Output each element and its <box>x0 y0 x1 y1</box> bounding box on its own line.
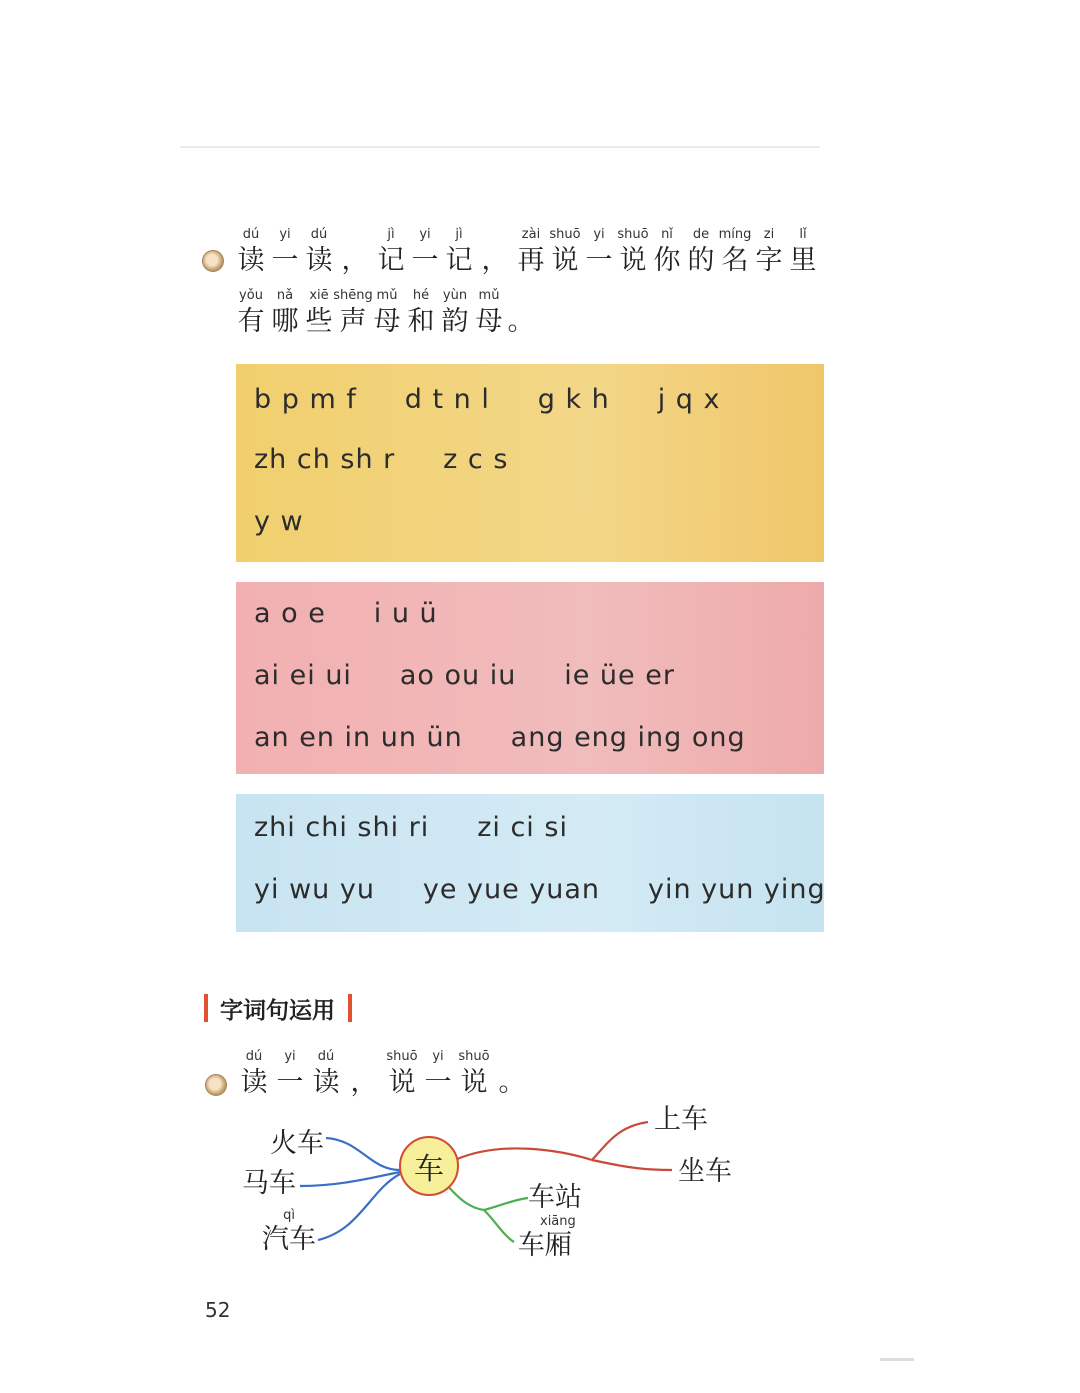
hanzi: 一 <box>585 245 613 276</box>
hanzi: 一 <box>276 1067 304 1098</box>
hanzi: 读 <box>240 1067 268 1098</box>
line-huoche <box>326 1138 400 1170</box>
word-mache: 马车 <box>242 1168 296 1199</box>
pinyin: shuō <box>549 227 581 242</box>
finals-row-3: an en in un ün ang eng ing ong <box>254 722 746 753</box>
line-green-trunk <box>446 1184 484 1210</box>
pinyin: yi <box>279 227 291 242</box>
hanzi: 一 <box>271 245 299 276</box>
line-zuoche <box>592 1160 672 1170</box>
word-zuoche: 坐车 <box>678 1156 732 1187</box>
syllables-row-2: yi wu yu ye yue yuan yin yun ying <box>254 874 826 905</box>
hanzi: 有 <box>237 306 265 337</box>
initials-row-1: b p m f d t n l g k h j q x <box>254 384 721 415</box>
hanzi: 母 <box>373 306 401 337</box>
initials-row-3: y w <box>254 506 304 537</box>
pinyin: shuō <box>617 227 649 242</box>
pinyin: shuō <box>458 1049 490 1064</box>
pinyin: dú <box>242 227 260 242</box>
pinyin: nǎ <box>276 288 294 303</box>
pinyin: shuō <box>386 1049 418 1064</box>
hanzi: 再 <box>517 245 545 276</box>
pinyin: dú <box>245 1049 263 1064</box>
pinyin: mǔ <box>376 288 398 303</box>
hanzi: 。 <box>507 306 535 337</box>
syllables-row-1: zhi chi shi ri zi ci si <box>254 812 568 843</box>
hanzi: 些 <box>305 306 333 337</box>
hanzi: 一 <box>411 245 439 276</box>
section-title: 字词句运用 <box>220 998 335 1024</box>
word-huoche: 火车 <box>270 1128 324 1159</box>
hanzi: 母 <box>475 306 503 337</box>
pinyin: dú <box>317 1049 335 1064</box>
pinyin: yi <box>432 1049 444 1064</box>
hanzi: 记 <box>445 245 473 276</box>
hanzi: 。 <box>498 1067 526 1098</box>
pinyin: jì <box>387 227 395 242</box>
word-shangche: 上车 <box>654 1104 708 1135</box>
pinyin: yi <box>284 1049 296 1064</box>
hanzi: 字 <box>755 245 783 276</box>
line-right-trunk <box>455 1148 592 1160</box>
pinyin: xiē <box>309 288 329 303</box>
finals-row-2: ai ei ui ao ou iu ie üe er <box>254 660 675 691</box>
pinyin: nǐ <box>661 227 673 242</box>
hanzi: 哪 <box>271 306 299 337</box>
pinyin: zi <box>763 227 775 242</box>
hanzi: 说 <box>551 245 579 276</box>
hanzi: 读 <box>305 245 333 276</box>
pinyin: hé <box>412 288 430 303</box>
pinyin: jì <box>455 227 463 242</box>
pinyin: yi <box>593 227 605 242</box>
pinyin: shēng <box>333 288 373 303</box>
pinyin: de <box>692 227 710 242</box>
hanzi: 和 <box>407 306 435 337</box>
line-chexiang <box>484 1210 514 1242</box>
hanzi: 读 <box>312 1067 340 1098</box>
word-chezhan: 车站 <box>528 1182 582 1213</box>
hanzi: 声 <box>339 306 367 337</box>
hanzi: 说 <box>388 1067 416 1098</box>
hanzi: 说 <box>619 245 647 276</box>
pinyin: lǐ <box>799 227 807 242</box>
pinyin: zài <box>521 227 541 242</box>
hanzi: 说 <box>460 1067 488 1098</box>
word-qiche: qì 汽车 <box>262 1208 316 1255</box>
mindmap-center-label: 车 <box>414 1152 444 1187</box>
pinyin: dú <box>310 227 328 242</box>
pinyin: yi <box>419 227 431 242</box>
hanzi: 读 <box>237 245 265 276</box>
hanzi: 韵 <box>441 306 469 337</box>
line-shangche <box>592 1122 648 1160</box>
pinyin: yǒu <box>239 288 263 303</box>
finals-row-1: a o e i u ü <box>254 598 438 629</box>
pinyin: míng <box>718 227 752 242</box>
word-chexiang: xiāng 车厢 <box>517 1214 576 1261</box>
line-chezhan <box>484 1198 528 1210</box>
footer-mark <box>880 1358 914 1361</box>
hanzi: 一 <box>424 1067 452 1098</box>
hanzi: 记 <box>377 245 405 276</box>
initials-row-2: zh ch sh r z c s <box>254 444 509 475</box>
hanzi: 里 <box>789 245 817 276</box>
hanzi: ， <box>481 245 509 276</box>
mindmap-center <box>399 1136 459 1196</box>
hanzi: ， <box>350 1067 378 1098</box>
page-number: 52 <box>205 1298 231 1322</box>
hanzi: ， <box>341 245 369 276</box>
hanzi: 你 <box>653 245 681 276</box>
hanzi: 名 <box>721 245 749 276</box>
pinyin: yùn <box>442 288 468 303</box>
pinyin: mǔ <box>478 288 500 303</box>
hanzi: 的 <box>687 245 715 276</box>
